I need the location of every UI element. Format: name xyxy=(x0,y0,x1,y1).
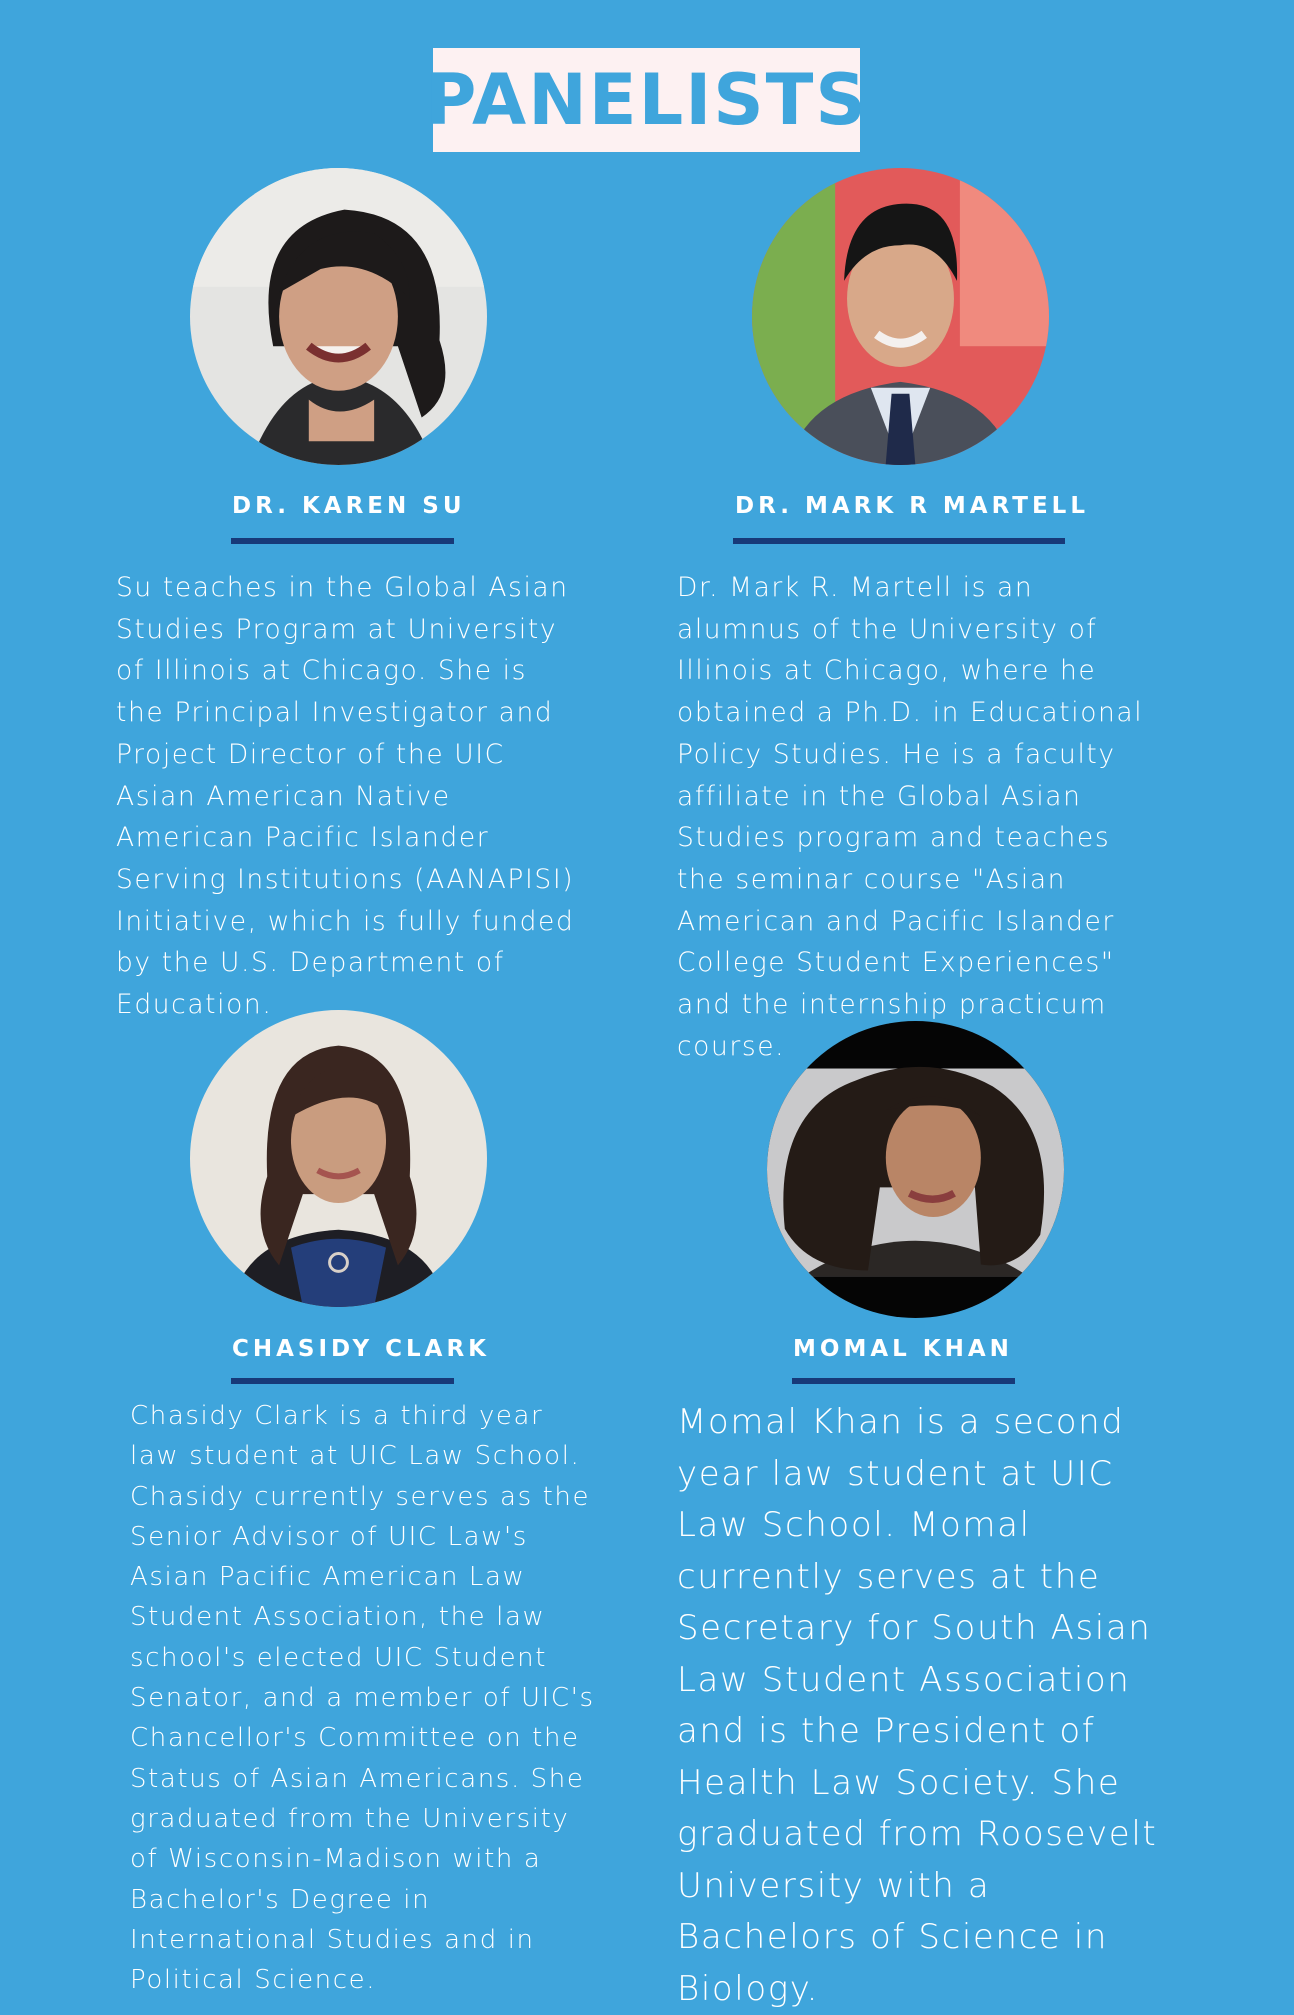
panelist-name-chasidy-clark: CHASIDY CLARK xyxy=(232,1336,491,1362)
name-underline xyxy=(733,538,1065,544)
panelist-bio-karen-su: Su teaches in the Global Asian Studies Program at University of Illinois at Chicago. She is the Principal Investigator and Project Director of the UIC Asian American Native American Pacific Islander Serving Institutions (AANAPISI) Initiative, which is fully funded by the U.S. Department of Education. xyxy=(116,572,575,1021)
name-underline xyxy=(231,1378,454,1384)
name-underline xyxy=(792,1378,1015,1384)
name-underline xyxy=(231,538,454,544)
chasidy-clark-photo xyxy=(190,1010,487,1307)
page-title: PANELISTS xyxy=(425,59,868,141)
panelist-bio-chasidy-clark: Chasidy Clark is a third year law student at UIC Law School. Chasidy currently serves as the Senior Advisor of UIC Law's Asian Pacific American Law Student Association, the law school's elected UIC Student Senator, and a member of UIC's Chancellor's Committee on the Status of Asian Americans. She graduated from the University of Wisconsin-Madison with a Bachelor's Degree in International Studies and in Political Science. xyxy=(130,1401,595,1996)
mark-martell-photo xyxy=(752,168,1049,465)
momal-khan-photo xyxy=(767,1021,1064,1318)
panelist-bio-momal-khan: Momal Khan is a second year law student at UIC Law School. Momal currently serves at the Secretary for South Asian Law Student Association and is the President of Health Law Society. She graduated from Roosevelt University with a Bachelors of Science in Biology. xyxy=(677,1402,1158,2009)
panelist-bio-mark-martell: Dr. Mark R. Martell is an alumnus of the University of Illinois at Chicago, where he obtained a Ph.D. in Educational Policy Studies. He is a faculty affiliate in the Global Asian Studies program and teaches the seminar course "Asian American and Pacific Islander College Student Experiences" and the internship practicum course. xyxy=(677,572,1144,1062)
panelist-name-karen-su: DR. KAREN SU xyxy=(232,493,466,519)
panelist-name-mark-martell: DR. MARK R MARTELL xyxy=(735,493,1089,519)
panelist-name-momal-khan: MOMAL KHAN xyxy=(793,1336,1013,1362)
title-banner xyxy=(425,48,868,152)
karen-su-photo xyxy=(190,168,487,465)
